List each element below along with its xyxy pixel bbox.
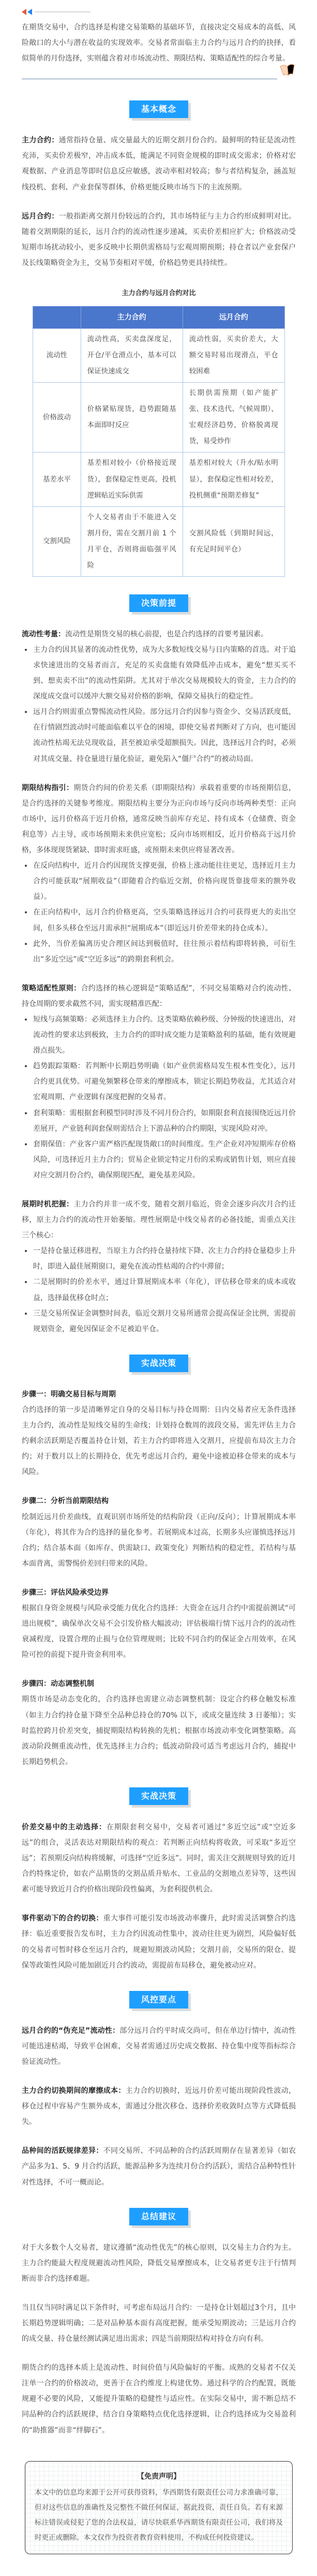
top-decoration-line <box>35 11 90 12</box>
para-label: 流动性考量： <box>22 630 65 638</box>
bullet-item: • 套期保值：产业客户需严格匹配现货敞口的时间维度。生产企业对冲短期库存价格风险，可选择近月主力合约；贸易企业锁定特定月份的采购或销售计划，则应直接对应交割月份合约，确保期现匹配，避免基差风险。 <box>33 1137 296 1183</box>
table-cell: 长期供需预期（如产能扩张、技术迭代、气候周期）、宏观经济趋势，价格脱离现货，易受炒作 <box>183 383 284 453</box>
disclaimer-box <box>25 2461 293 2554</box>
para-text: 一般指距离交割月份较远的合约，其市场特征与主力合约形成鲜明对比。随着交割期限的延长，远月合约的流动性逐步递减，买卖价差相应扩大；价格波动受短期市场扰动较小，更多反映中长期供需格局与宏观周期预期；持仓者以产业套保户及长线策略资金为主，交易节奏相对平缓，价格趋势更具持续性。 <box>22 212 296 267</box>
para-term-structure <box>22 780 296 858</box>
summary-paragraph: 当且仅当同时满足以下条件时，可考虑布局远月合约：一是持仓计划超过3个月，且中长期趋势逻辑明确；二是对品种基本面有高度把握，能承受短期波动；三是远月合约的成交量、持仓量经测试满足进出需求；四是当前期限结构对持仓方向有利。 <box>22 2303 296 2344</box>
bullet-item: • 在反向结构中，近月合约因现货支撑更强，价格上涨动能往往更足，选择近月主力合约可能获取“展期收益”（即随着合约临近交割，价格向现货靠拢带来的额外收益）。 <box>33 858 296 905</box>
para-label: 展期时机把握： <box>22 1200 74 1209</box>
section-badge-practice-advanced: 实战决策 <box>129 1787 188 1805</box>
bullet-item: • 在正向结构中，远月合约价格更高，空头策略选择远月合约可获得更大的卖出空间，但多头移仓至远月需承担“展期成本”（即近远月价差带来的持仓成本）。 <box>33 905 296 936</box>
para-label: 主力合约： <box>22 136 59 145</box>
para-label: 事件驱动下的合约切换： <box>22 1914 103 1923</box>
para-label: 品种间的活跃规律差异： <box>22 2147 103 2156</box>
para-event-driven <box>22 1911 296 1973</box>
top-decoration <box>22 8 296 16</box>
para-text: 合约选择的核心逻辑是“策略适配”，不同交易策略对合约流动性、持仓周期的要求截然不同，需实现精准匹配： <box>22 984 296 1008</box>
table-row <box>33 506 285 576</box>
para-liquidity <box>22 627 296 642</box>
para-label: 远月合约： <box>22 212 59 221</box>
bullet-list-rollover <box>22 1243 296 1337</box>
table-header-empty <box>33 306 81 328</box>
bullet-list-term-structure <box>22 858 296 967</box>
table-cell: 流动性高，买卖盘深度足，开仓/平仓滑点小，基本可以保证快速成交 <box>81 329 183 383</box>
para-text: 不同交易所、不同品种的合约活跃周期存在显著差异（如农产品多为1、5、9 月合约活跃，能源品种多为连续月份合约活跃），需结合品种特性针对性选择，不可一概而论。 <box>22 2147 296 2187</box>
table-title: 主力合约与远月合约对比 <box>122 289 196 298</box>
para-rollover <box>22 1197 296 1243</box>
para-label: 价差交易中的主动选择： <box>22 1823 107 1831</box>
para-text: 期货合约间的价差关系（即期限结构）承载着重要的市场预期信息，是合约选择的关键参考维度。期限结构主要分为正向市场与反向市场两种类型：正向市场中，远月价格高于近月价格，通常反映当前库存充足、持有成本（仓储费、资金利息等）占主导，或市场预期未来供应宽松；反向市场则相反，近月价格高于远月价格，多体现现货紧缺、即时需求旺盛，或预期未来供应将显著改善。 <box>22 783 296 855</box>
section-badge-summary: 总结建议 <box>129 2208 188 2225</box>
intro-paragraph: 在期货交易中，合约选择是构建交易策略的基础环节，直接决定交易成本的高低、风险敞口的大小与潜在收益的实现效率。交易者常面临主力合约与远月合约的抉择，看似简单的月份选择，实则蕴含着对市场流动性、期限结构、策略适配性的综合考量。 <box>22 23 296 63</box>
bullet-item: • 短线与高频策略：必须选择主力合约。这类策略依赖秒级、分钟级的快速进出，对流动性的要求达到极致，主力合约的即时成交能力是策略盈利的基础，能有效规避滑点损失。 <box>33 1012 296 1058</box>
para-spread-trading <box>22 1820 296 1897</box>
step-heading: 步骤一：明确交易目标与周期 <box>22 1390 116 1399</box>
bullet-item: • 三是交易所保证金调整时间表，临近交割月交易所通常会提高保证金比例，需提前规划资金，避免因保证金不足被迫平仓。 <box>33 1306 296 1337</box>
para-text: 流动性是期货交易的核心前提，也是合约选择的首要考量因素。 <box>65 630 268 638</box>
table-row <box>33 453 285 506</box>
para-variety-difference <box>22 2143 296 2190</box>
para-label: 策略适配性原则： <box>22 984 81 993</box>
disclaimer-text: 本文中的信息均来源于公开可获得资料，华西期货有限责任公司力求准确可靠，但对这些信息的准确性及完整性不做任何保证，据此投资，责任自负。若有来源标注错误或侵犯了您的合法权益，请尽快联系华西期货有限责任公司，我们将及时更正或删除。本文仅作为投资者教育资料使用，不构成任何投资建议。 <box>35 2488 283 2542</box>
step-paragraph: 合约选择的第一步是清晰界定自身的交易目标与持仓周期：日内交易者应无条件选择主力合约，流动性是短线交易的生命线；计划持仓数周的波段交易，需先评估主力合约剩余活跃期是否覆盖持仓计划，若主力合约即将进入交割月，应提前布局次主力合约；对于数月以上的长期持仓，优先考虑远月合约，避免中途被迫移仓带来的成本与风险。 <box>22 1405 296 1477</box>
para-far-contract <box>22 209 296 271</box>
para-friction-cost <box>22 2083 296 2130</box>
para-label: 主力合约切换期间的摩擦成本： <box>22 2087 126 2095</box>
table-cell: 价格紧贴现货，趋势跟随基本面即时反应 <box>81 383 183 453</box>
step-heading: 步骤三：评估风险承受边界 <box>22 1588 109 1597</box>
table-row-label: 交割风险 <box>33 506 81 576</box>
section-badge-risk-control: 风控要点 <box>129 1991 188 2009</box>
section-badge-decision-premise: 决策前提 <box>129 594 188 612</box>
table-cell: 个人交易者由于不能进入交割月份，需在交割月前 1 个月平仓，否则将面临强平风险 <box>81 506 183 576</box>
step-heading: 步骤二：分析当前期限结构 <box>22 1497 109 1506</box>
summary-paragraph: 对于大多数个人交易者，建议遵循“流动性优先”的核心原则，以交易主力合约为主。主力合约能最大程度规避流动性风险，降低交易摩擦成本，让交易者更专注于行情判断而非合约选择难题。 <box>22 2243 296 2283</box>
bullet-list-liquidity <box>22 642 296 767</box>
bullet-item: • 二是展期时的价差水平，通过计算展期成本率（年化），评估移仓带来的成本或收益，选择最优移仓时点； <box>33 1274 296 1305</box>
table-row <box>33 383 285 453</box>
para-text: 重大事件可能引发市场波动率骤升，此时需灵活调整合约选择：临近重要报告发布时，主力合约因流动性集中，波动往往更为剧烈，风险偏好低的交易者可暂时移仓至远月合约，规避短期波动风险；交割月前，交易所的限仓、提保等政策性风险可能加剧近月合约波动，需提前布局移仓，避免被动应对。 <box>22 1914 296 1970</box>
step-paragraph: 绘制近远月价差曲线，直观识别市场所处的结构阶段（正向/反向）；计算展期成本率（年化），将其作为合约选择的量化参考。若展期成本过高，长期多头应谨慎选择远月合约；结合基本面（如库存、供需缺口、政策变化）判断结构的稳定性，若结构与基本面背离，需警惕价差回归带来的风险。 <box>22 1512 296 1568</box>
table-row-label: 价格波动 <box>33 383 81 453</box>
comparison-table <box>33 306 285 577</box>
intro-divider <box>22 67 296 83</box>
para-text: 主力合约并非一成不变，随着交割月临近，资金会逐步向次月合约迁移，原主力合约的流动性开始萎缩。理性展期是中线交易者的必备技能，需重点关注三个核心： <box>22 1200 296 1240</box>
bullet-item: • 套利策略：需根据套利模型同时涉及不同月份合约，如期限套利直接围绕近远月价差展开，产业链利润套保则需结合上下游品种的合约期限，实现风险对冲。 <box>33 1105 296 1137</box>
left-triangle-blue-icon <box>27 9 32 15</box>
open-book-icon <box>279 63 297 84</box>
para-main-contract <box>22 133 296 195</box>
step-paragraph: 根据自身资金规模与风险承受能力优化合约选择：大资金在远月合约中需提前测试“可进出规模”，确保单次交易不会引发价格大幅波动；评估极端行情下远月合约的流动性衰减程度，设置合理的止损与仓位管理规则；比较不同合约的保证金占用效率，在风险可控的前提下提升资金利用率。 <box>22 1604 296 1660</box>
para-text: 通常指持仓量、成交量最大的近期交割月份合约。最鲜明的特征是流动性充沛，买卖价差极窄，冲击成本低，能满足不同资金规模的即时成交需求；价格对宏观数据、产业消息等即时信息反应敏感，波动率相对较高；参与者结构复杂，涵盖短线投机、套利、产业套保等群体，价格更能反映市场当下的主流预期。 <box>22 136 296 192</box>
bullet-item: • 趋势跟踪策略：若判断中长期趋势明确（如产业供需格局发生根本性变化），远月合约更具优势。可避免频繁移仓带来的摩擦成本，锁定长期趋势收益，尤其适合对宏观周期、产业逻辑有深度把握的交易者。 <box>33 1058 296 1105</box>
section-badge-basic-concepts: 基本概念 <box>129 100 188 118</box>
table-cell: 交割风险低（到期时间远，有充足时间平仓） <box>183 506 284 576</box>
para-text: 在期限套利交易中，交易者可通过“多近空远”或“空近多远”的组合，灵活表达对期限结构的观点：若判断正向结构将收敛，可采取“多近空远”；若预期反向结构将缓解，可选择“空近多远”。同时，需关注交割规则导致的近月合约特殊定价，如农产品期货的交割品质升贴水、工业品的交割地点差异等，这些因素可能导致近月合约价格出现阶段性偏离，为套利提供机会。 <box>22 1823 296 1894</box>
bullet-item: • 一是持仓量迁移进程，当原主力合约持仓量持续下降、次主力合约持仓量稳步上升时，即进入最佳展期窗口，避免在流动性枯竭的合约中滞留； <box>33 1243 296 1274</box>
table-row-label: 流动性 <box>33 329 81 383</box>
para-text: 主力合约切换时，近远月价差可能出现阶段性波动，移仓过程中容易产生额外成本，需通过分批次移仓、选择价差收敛时点等方式降低损失。 <box>22 2087 296 2127</box>
para-label: 期限结构指引： <box>22 783 74 792</box>
bullet-item: • 远月合约则需重点警惕流动性风险。部分远月合约因参与资金少、交易活跃度低，在行情剧烈波动时可能面临难以平仓的困境，即使交易者判断对了方向，也可能因流动性枯竭无法兑现收益，甚至被迫承受超额损失。因此，选择远月合约时，必须对其成交量、持仓量进行量化验证，避免陷入“僵尸合约”的被动局面。 <box>33 704 296 766</box>
step-paragraph: 期货市场是动态变化的，合约选择也需建立动态调整机制：设定合约移仓触发标准（如主力合约持仓量下降至全品种总持仓的70% 以下，或成交量连续 3 日萎缩）；实时监控跨月价差突变，捕捉期限结构转换的先机；根据市场波动率变化调整策略。高波动阶段侧重流动性，优先选择主力合约；低波动阶段可适当考虑远月合约，捕捉中长期趋势机会。 <box>22 1695 296 1766</box>
table-header-far: 远月合约 <box>183 306 284 328</box>
table-row <box>33 329 285 383</box>
step-heading: 步骤四：动态调整机制 <box>22 1680 94 1689</box>
table-header-main: 主力合约 <box>81 306 183 328</box>
table-row-label: 基差水平 <box>33 453 81 506</box>
table-header-row <box>33 306 285 328</box>
section-badge-practice-steps: 实战决策 <box>129 1355 188 1372</box>
bullet-item: • 此外，当价差偏离历史合理区间达到极值时，往往预示着结构即将转换，可衍生出“多近空远”或“空近多远”的跨期套利机会。 <box>33 936 296 967</box>
para-label: 远月合约的“伪充足”流动性： <box>22 2026 120 2035</box>
table-cell: 流动性弱，买卖价差大，大额交易时易出现滑点，平仓较困难 <box>183 329 284 383</box>
bullet-list-strategy-fit <box>22 1012 296 1183</box>
table-cell: 基差相对较小（价格接近现货），套保稳定性更高，投机逻辑贴近实际供需 <box>81 453 183 506</box>
table-cell: 基差相对较大（升水/贴水明显），套保稳定性相对较差，投机侧重“预期差修复” <box>183 453 284 506</box>
para-text: 部分远月合约平时成交尚可，但在单边行情中，流动性可能迅速枯竭，导致平仓困难，交易者需通过历史成交数据、持仓集中度等指标综合验证流动性。 <box>22 2026 296 2066</box>
left-triangle-red-icon <box>22 9 26 15</box>
disclaimer-title: 【免责声明】 <box>137 2472 180 2481</box>
bullet-item: • 主力合约因其显著的流动性优势，成为大多数短线交易与日内策略的首选。对于追求快速进出的交易者而言，充足的买卖盘能有效降低冲击成本，避免“想买买不到、想卖卖不出”的流动性陷阱。尤其对于单次交易规模较大的资金，主力合约的深度成交盘可以缓冲大额交易对价格的影响，保障交易执行的稳定性。 <box>33 642 296 704</box>
para-pseudo-liquidity <box>22 2023 296 2070</box>
para-strategy-fit <box>22 981 296 1012</box>
summary-paragraph: 期货合约的选择本质上是流动性、时间价值与风险偏好的平衡。成熟的交易者不仅关注单一合约的价格波动，更善于在合约维度上构建优势。通过科学的合约配置，既能规避不必要的风险，又能提升策略的稳健性与适应性。在实际交易中，需不断总结不同品种的合约活跃规律，结合自身策略特点优化选择逻辑，让合约选择成为交易盈利的“助推器”而非“绊脚石”。 <box>22 2364 296 2435</box>
